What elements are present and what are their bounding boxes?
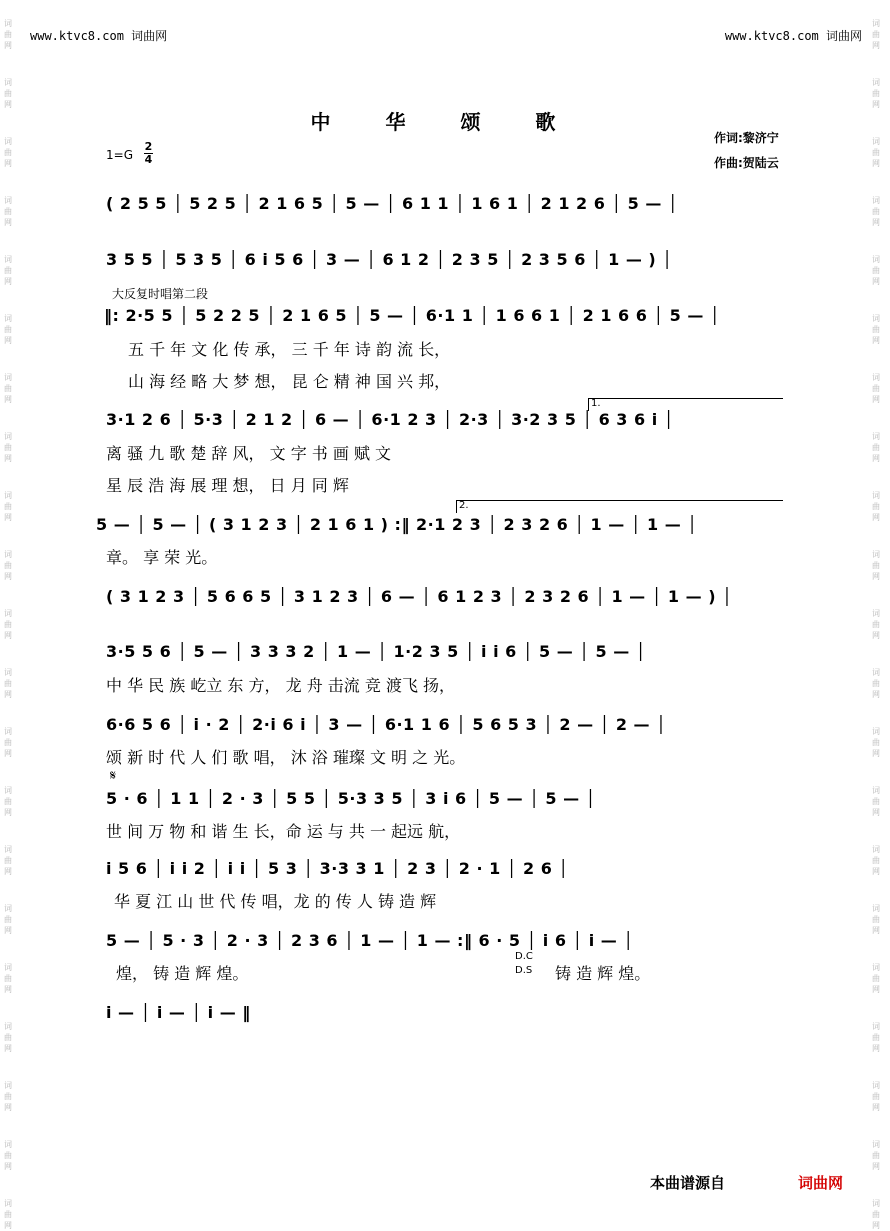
score-line-12: i — │ i — │ i — ‖ <box>106 1003 251 1022</box>
side-watermark-text: 词 曲 网 <box>4 137 12 168</box>
side-watermark-text: 词 曲 网 <box>4 1199 12 1230</box>
left-side-watermark <box>2 0 20 1230</box>
score-line-7: 3·5 5 6 │ 5 — │ 3 3 3 2 │ 1 — │ 1·2 3 5 │ i i 6 │ 5 — │ 5 — │ <box>106 642 646 661</box>
site-watermark-right: www.ktvc8.com 词曲网 <box>724 29 862 43</box>
key-signature: 1=G <box>106 148 133 162</box>
side-watermark-text: 词 曲 网 <box>4 786 12 817</box>
lyricist-credit: 作词:黎济宁 <box>714 131 779 145</box>
side-watermark-text: 词 曲 网 <box>4 491 12 522</box>
side-watermark-text: 词 曲 网 <box>872 1199 880 1230</box>
time-signature-top: 2 <box>144 140 153 153</box>
side-watermark-text: 词 曲 网 <box>4 19 12 50</box>
side-watermark-text: 词 曲 网 <box>4 609 12 640</box>
side-watermark-text: 词 曲 网 <box>872 78 880 109</box>
repeat-instruction: 大反复时唱第二段 <box>112 287 209 301</box>
side-watermark-text: 词 曲 网 <box>872 963 880 994</box>
lyric-line-11b: 铸 造 辉 煌。 <box>555 964 651 983</box>
side-watermark-text: 词 曲 网 <box>4 78 12 109</box>
lyric-line-4b: 星 辰 浩 海 展 理 想， 日 月 同 辉 <box>106 476 349 495</box>
side-watermark-text: 词 曲 网 <box>872 196 880 227</box>
side-watermark-text: 词 曲 网 <box>872 137 880 168</box>
lyric-line-5: 章。 享 荣 光。 <box>106 548 218 567</box>
side-watermark-text: 词 曲 网 <box>872 314 880 345</box>
second-ending-label: 2. <box>459 500 469 511</box>
score-line-11: 5 — │ 5 · 3 │ 2 · 3 │ 2 3 6 │ 1 — │ 1 — :‖ 6 · 5 │ i 6 │ i — │ <box>106 931 634 950</box>
side-watermark-text: 词 曲 网 <box>872 1140 880 1171</box>
source-brand: 词曲网 <box>798 1174 844 1192</box>
first-ending-bracket <box>588 398 783 411</box>
score-line-4: 3·1 2 6 │ 5·3 │ 2 1 2 │ 6 — │ 6·1 2 3 │ 2·3 │ 3·2 3 5 │ 6 3 6 i │ <box>106 410 674 429</box>
side-watermark-text: 词 曲 网 <box>872 904 880 935</box>
side-watermark-text: 词 曲 网 <box>872 609 880 640</box>
first-ending-label: 1. <box>591 398 601 409</box>
composer-credit: 作曲:贺陆云 <box>714 156 779 170</box>
right-side-watermark <box>870 0 888 1230</box>
score-line-3: ‖: 2·5 5 │ 5 2 2 5 │ 2 1 6 5 │ 5 — │ 6·1 1 │ 1 6 6 1 │ 2 1 6 6 │ 5 — │ <box>104 306 721 325</box>
score-line-8: 6·6 5 6 │ i · 2 │ 2·i 6 i │ 3 — │ 6·1 1 6 │ 5 6 5 3 │ 2 — │ 2 — │ <box>106 715 667 734</box>
side-watermark-text: 词 曲 网 <box>4 1140 12 1171</box>
side-watermark-text: 词 曲 网 <box>4 963 12 994</box>
side-watermark-text: 词 曲 网 <box>872 1022 880 1053</box>
side-watermark-text: 词 曲 网 <box>4 255 12 286</box>
time-signature <box>144 141 153 166</box>
lyric-line-8: 颂 新 时 代 人 们 歌 唱， 沐 浴 璀璨 文 明 之 光。 <box>106 748 466 767</box>
lyric-line-3a: 五 千 年 文 化 传 承， 三 千 年 诗 韵 流 长， <box>128 340 451 359</box>
side-watermark-text: 词 曲 网 <box>872 668 880 699</box>
lyric-line-9: 世 间 万 物 和 谐 生 长，命 运 与 共 一 起远 航， <box>106 822 461 841</box>
side-watermark-text: 词 曲 网 <box>872 19 880 50</box>
segno-sign: 𝄋 <box>110 768 117 784</box>
song-title: 中 华 颂 歌 <box>310 110 580 134</box>
side-watermark-text: 词 曲 网 <box>872 845 880 876</box>
side-watermark-text: 词 曲 网 <box>4 373 12 404</box>
site-watermark-left: www.ktvc8.com 词曲网 <box>30 29 168 43</box>
side-watermark-text: 词 曲 网 <box>4 196 12 227</box>
side-watermark-text: 词 曲 网 <box>872 491 880 522</box>
side-watermark-text: 词 曲 网 <box>4 314 12 345</box>
ds-marking: D.S <box>515 965 533 976</box>
lyric-line-4a: 离 骚 九 歌 楚 辞 风， 文 字 书 画 赋 文 <box>106 444 392 463</box>
score-line-6: ( 3 1 2 3 │ 5 6 6 5 │ 3 1 2 3 │ 6 — │ 6 1 2 3 │ 2 3 2 6 │ 1 — │ 1 — ) │ <box>106 587 733 606</box>
side-watermark-text: 词 曲 网 <box>4 668 12 699</box>
score-line-2: 3 5 5 │ 5 3 5 │ 6 i 5 6 │ 3 — │ 6 1 2 │ 2 3 5 │ 2 3 5 6 │ 1 — ) │ <box>106 250 673 269</box>
lyric-line-3b: 山 海 经 略 大 梦 想， 昆 仑 精 神 国 兴 邦， <box>128 372 451 391</box>
score-line-9: 5 · 6 │ 1 1 │ 2 · 3 │ 5 5 │ 5·3 3 5 │ 3 i 6 │ 5 — │ 5 — │ <box>106 789 596 808</box>
lyric-line-7: 中 华 民 族 屹立 东 方， 龙 舟 击流 竞 渡飞 扬， <box>106 676 456 695</box>
time-signature-bottom: 4 <box>144 153 153 166</box>
score-line-1: ( 2 5 5 │ 5 2 5 │ 2 1 6 5 │ 5 — │ 6 1 1 │ 1 6 1 │ 2 1 2 6 │ 5 — │ <box>106 194 679 213</box>
side-watermark-text: 词 曲 网 <box>4 727 12 758</box>
side-watermark-text: 词 曲 网 <box>4 904 12 935</box>
lyric-line-11: 煌， 铸 造 辉 煌。 <box>116 964 249 983</box>
side-watermark-text: 词 曲 网 <box>872 1081 880 1112</box>
side-watermark-text: 词 曲 网 <box>872 550 880 581</box>
side-watermark-text: 词 曲 网 <box>4 845 12 876</box>
side-watermark-text: 词 曲 网 <box>872 373 880 404</box>
side-watermark-text: 词 曲 网 <box>872 786 880 817</box>
score-line-10: i 5 6 │ i i 2 │ i i │ 5 3 │ 3·3 3 1 │ 2 3 │ 2 · 1 │ 2 6 │ <box>106 859 569 878</box>
side-watermark-text: 词 曲 网 <box>4 550 12 581</box>
side-watermark-text: 词 曲 网 <box>4 1022 12 1053</box>
source-label: 本曲谱源自 <box>650 1174 726 1192</box>
side-watermark-text: 词 曲 网 <box>4 432 12 463</box>
side-watermark-text: 词 曲 网 <box>872 255 880 286</box>
side-watermark-text: 词 曲 网 <box>872 727 880 758</box>
side-watermark-text: 词 曲 网 <box>872 432 880 463</box>
score-line-5: 5 — │ 5 — │ ( 3 1 2 3 │ 2 1 6 1 ) :‖ 2·1 2 3 │ 2 3 2 6 │ 1 — │ 1 — │ <box>96 515 698 534</box>
lyric-line-10: 华 夏 江 山 世 代 传 唱，龙 的 传 人 铸 造 辉 <box>114 892 437 911</box>
dc-marking: D.C <box>515 951 533 962</box>
side-watermark-text: 词 曲 网 <box>4 1081 12 1112</box>
second-ending-bracket <box>456 500 783 513</box>
